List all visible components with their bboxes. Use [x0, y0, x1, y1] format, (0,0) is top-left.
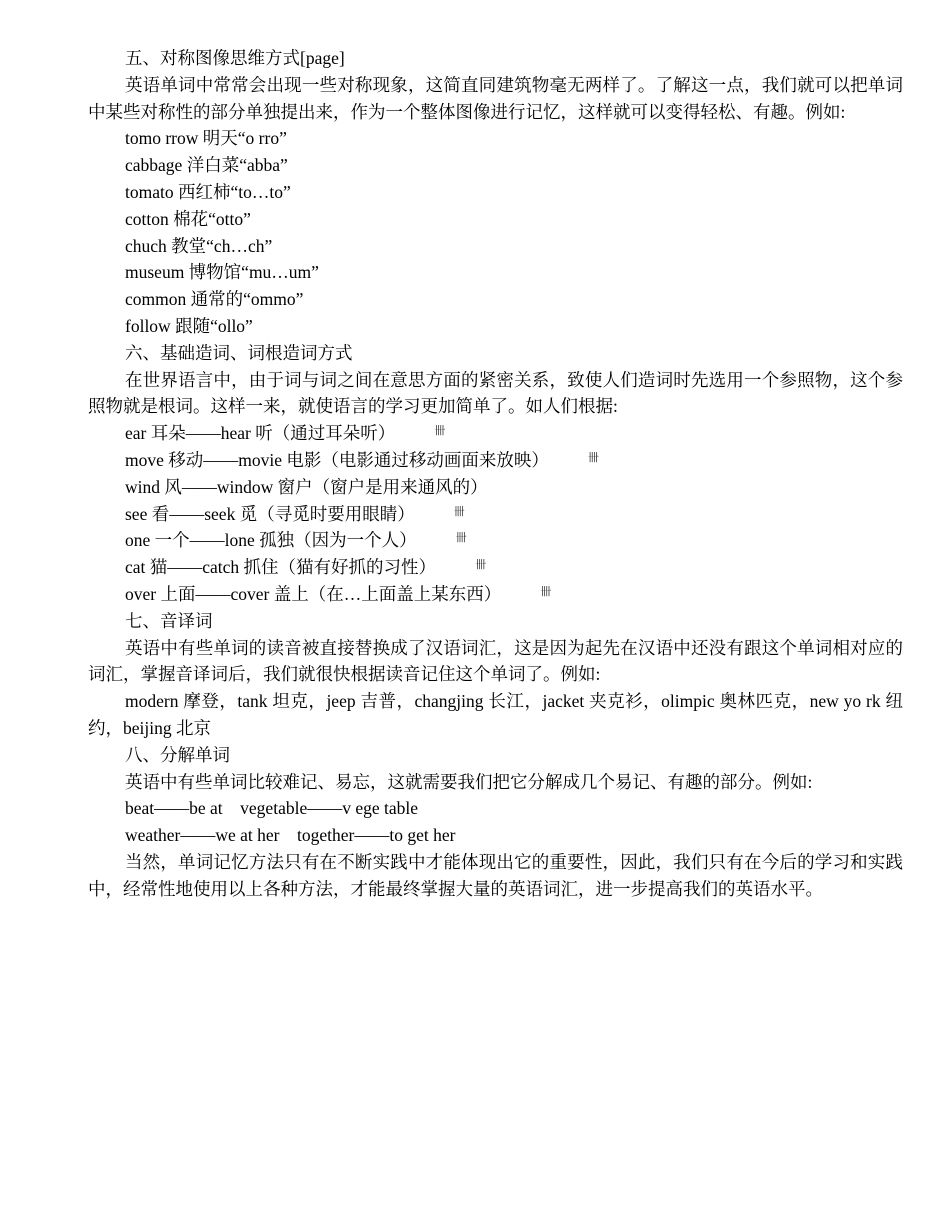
example-item [88, 420, 903, 447]
example-item [88, 447, 903, 474]
example-item: tomo rrow 明天“o rro” [125, 128, 287, 149]
item-marker: 卌 [475, 559, 486, 572]
example-item: cabbage 洋白菜“abba” [125, 155, 288, 176]
section-heading-7: 七、音译词 [125, 610, 213, 631]
section-heading-6: 六、基础造词、词根造词方式 [125, 342, 353, 363]
section-heading-5: 五、对称图像思维方式[page] [125, 48, 345, 68]
conclusion-paragraph: 当然，单词记忆方法只有在不断实践中才能体现出它的重要性，因此，我们只有在今后的学习和实践中，经常性地使用以上各种方法，才能最终掌握大量的英语词汇，进一步提高我们的英语水平。 [88, 851, 903, 899]
item-marker: 卌 [453, 505, 464, 518]
example-item: chuch 教堂“ch…ch” [125, 235, 273, 256]
example-item [88, 527, 903, 554]
example-item: museum 博物馆“mu…um” [125, 262, 319, 283]
example-text: over 上面——cover 盖上（在…上面盖上某东西） [125, 583, 502, 604]
example-item: common 通常的“ommo” [125, 289, 304, 310]
example-item: cotton 棉花“otto” [125, 208, 251, 229]
example-text: see 看——seek 觅（寻觅时要用眼睛） [125, 503, 415, 524]
section-intro-5: 英语单词中常常会出现一些对称现象，这简直同建筑物毫无两样了。了解这一点，我们就可以把单词中某些对称性的部分单独提出来，作为一个整体图像进行记忆，这样就可以变得轻松、有趣。例如: [88, 74, 903, 122]
item-marker: 卌 [434, 425, 445, 438]
document-body [88, 45, 903, 903]
item-marker: 卌 [455, 532, 466, 545]
example-item: tomato 西红柿“to…to” [125, 181, 291, 202]
section-intro-8: 英语中有些单词比较难记、易忘，这就需要我们把它分解成几个易记、有趣的部分。例如: [125, 771, 813, 792]
example-item [88, 474, 903, 501]
example-text: move 移动——movie 电影（电影通过移动画面来放映） [125, 449, 549, 470]
example-item [88, 581, 903, 608]
example-item: beat——be at vegetable——v ege table [125, 798, 419, 819]
item-marker: 卌 [540, 585, 551, 598]
example-text: one 一个——lone 孤独（因为一个人） [125, 530, 417, 551]
section-intro-7: 英语中有些单词的读音被直接替换成了汉语词汇，这是因为起先在汉语中还没有跟这个单词相对应的词汇，掌握音译词后，我们就很快根据读音记住这个单词了。例如: [88, 637, 903, 685]
example-item: modern 摩登，tank 坦克，jeep 吉普，changjing 长江，jacket 夹克衫，olimpic 奥林匹克，new yo rk 纽约，beijing 北京 [88, 691, 903, 738]
example-item: weather——we at her together——to get her [125, 825, 456, 846]
section-intro-6: 在世界语言中，由于词与词之间在意思方面的紧密关系，致使人们造词时先选用一个参照物，这个参照物就是根词。这样一来，就使语言的学习更加简单了。如人们根据: [88, 369, 903, 417]
example-text: wind 风——window 窗户（窗户是用来通风的） [125, 476, 488, 497]
example-item [88, 554, 903, 581]
example-item [88, 501, 903, 528]
item-marker: 卌 [587, 451, 598, 464]
example-text: cat 猫——catch 抓住（猫有好抓的习性） [125, 557, 437, 578]
example-item: follow 跟随“ollo” [125, 315, 253, 336]
example-text: ear 耳朵——hear 听（通过耳朵听） [125, 423, 396, 444]
section-heading-8: 八、分解单词 [125, 744, 230, 765]
